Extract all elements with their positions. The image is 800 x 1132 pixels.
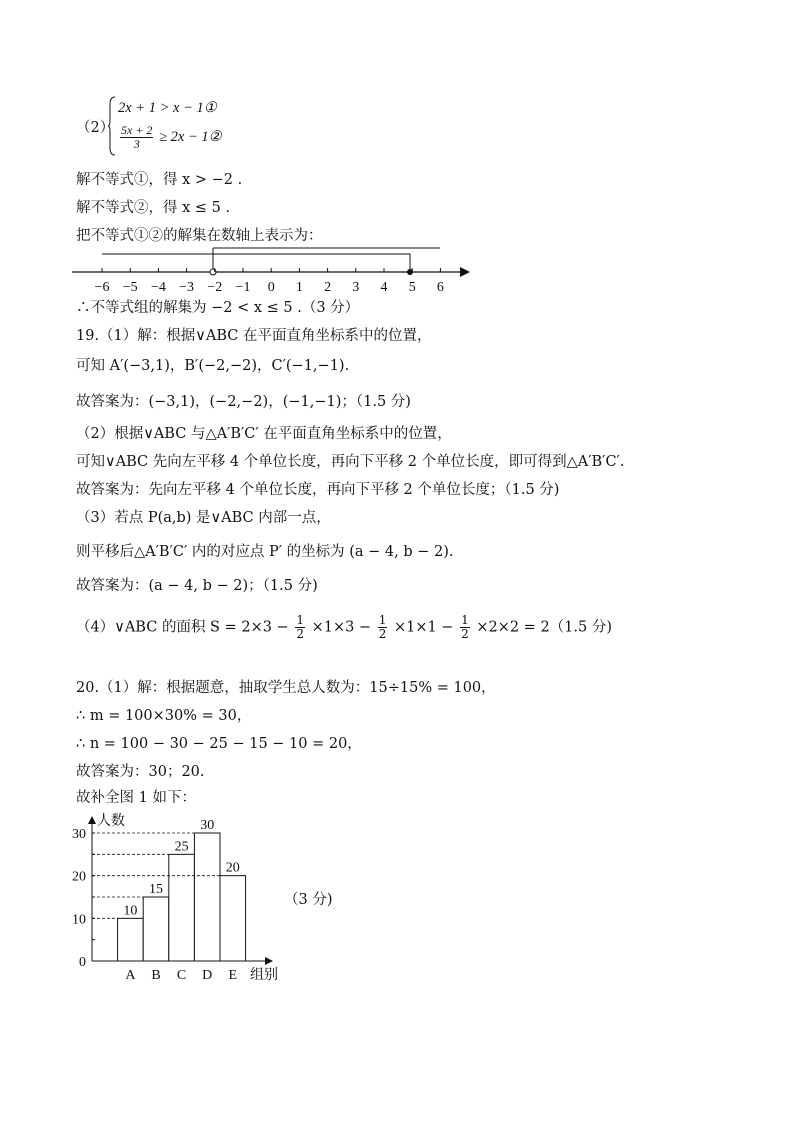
q19-line-9: 故答案为：(a − 4, b − 2)；（1.5 分) [76,578,318,594]
number-line-tick-label: 5 [408,280,416,295]
bar-E [220,876,246,961]
q19-line-6: 故答案为：先向左平移 4 个单位长度，再向下平移 2 个单位长度；（1.5 分) [76,482,560,498]
number-line [60,236,480,296]
q19-line-7: （3）若点 P(a,b) 是∨ABC 内部一点， [76,510,331,526]
q19-line-3: 故答案为：(−3,1)，(−2,−2)，(−1,−1)；（1.5 分) [76,394,411,410]
q19-line-8: 则平移后△A′B′C′ 内的对应点 P′ 的坐标为 (a − 4, b − 2). [76,544,454,560]
q19-line-1: 19.（1）解：根据∨ABC 在平面直角坐标系中的位置， [76,328,432,344]
x-axis-arrow [265,957,273,965]
number-line-tick-label: −6 [94,280,110,295]
solve-ineq-2: 解不等式②，得 x ≤ 5 . [76,200,231,216]
category-label: A [125,968,136,983]
bar-A [118,918,144,961]
q20-line-3: ∴ n = 100 − 30 − 25 − 15 − 10 = 20， [76,736,362,752]
number-line-tick-label: 2 [324,280,332,295]
number-line-intro: 把不等式①②的解集在数轴上表示为： [76,228,323,244]
number-line-tick-label: 6 [436,280,444,295]
ineq2-fraction [120,124,153,151]
half-fraction-3: $\frac{1}{2}$ [461,613,469,641]
solve-ineq-1: 解不等式①，得 x > −2 . [76,172,243,188]
area-formula-mid-1: ×1×3 − [311,619,372,636]
y-tick-label: 10 [72,912,86,928]
y-axis-arrow [88,816,96,824]
q20-line-5: 故补全图 1 如下： [76,790,196,806]
ineq2-denominator: 3 [133,137,140,151]
category-label: D [202,968,213,983]
inequality-1: 2x + 1 > x − 1① [118,100,217,116]
bar-D [194,833,220,961]
number-line-tick-label: −1 [235,280,251,295]
y-tick-label: 30 [72,827,86,842]
category-label: C [176,968,187,983]
q19-line-4: （2）根据∨ABC 与△A′B′C′ 在平面直角坐标系中的位置， [76,426,452,442]
q19-line-2: 可知 A′(−3,1)，B′(−2,−2)，C′(−1,−1). [76,358,350,374]
number-line-tick-label: −3 [179,280,195,295]
q20-line-1: 20.（1）解：根据题意，抽取学生总人数为：15÷15% = 100， [76,680,496,696]
q20-score: （3 分) [284,892,333,908]
ineq2-rest: ≥ 2x − 1② [159,128,222,145]
q18-conclusion: ∴不等式组的解集为 −2 < x ≤ 5 .（3 分） [76,300,360,316]
number-line-tick-label: −5 [122,280,138,295]
half-fraction-2: $\frac{1}{2}$ [378,613,387,641]
area-formula-end: ×2×2 = 2（1.5 分) [476,619,612,636]
q20-line-2: ∴ m = 100×30% = 30， [76,708,252,724]
bar-B [143,897,169,961]
x-axis-label: 组别 [250,968,278,983]
q19-line-5: 可知∨ABC 先向左平移 4 个单位长度，再向下平移 2 个单位长度，即可得到△A′B′C′. [76,454,625,470]
part2-label: （2） [76,120,115,136]
number-line-tick-label: −2 [207,280,223,295]
ineq2-numerator: 5x + 2 [121,123,153,137]
bar-value-label: 15 [149,882,163,897]
bar-value-label: 25 [174,839,189,855]
number-line-tick-label: 3 [352,280,360,295]
y-tick-label: 0 [79,955,86,970]
category-label: E [228,968,238,983]
inequality-2 [118,124,222,151]
number-line-tick-label: 4 [380,280,388,295]
area-formula-mid-2: ×1×1 − [393,619,454,636]
number-line-tick-label: 1 [295,280,303,295]
y-tick-label: 20 [72,869,86,885]
system-brace [108,96,116,156]
bar-value-label: 10 [123,903,138,919]
number-line-tick-label: −4 [150,280,166,295]
bar-C [169,854,195,961]
q20-line-4: 故答案为：30；20. [76,764,205,780]
area-formula-start: （4）∨ABC 的面积 S = 2×3 − [76,619,289,636]
q19-line-10 [76,614,612,641]
bar-chart [60,808,300,988]
y-axis-label: 人数 [97,814,125,829]
half-fraction-1: $\frac{1}{2}$ [296,613,304,641]
bar-value-label: 20 [225,860,240,876]
bar-value-label: 30 [200,818,215,833]
category-label: B [151,968,161,983]
number-line-tick-label: 0 [267,280,275,295]
